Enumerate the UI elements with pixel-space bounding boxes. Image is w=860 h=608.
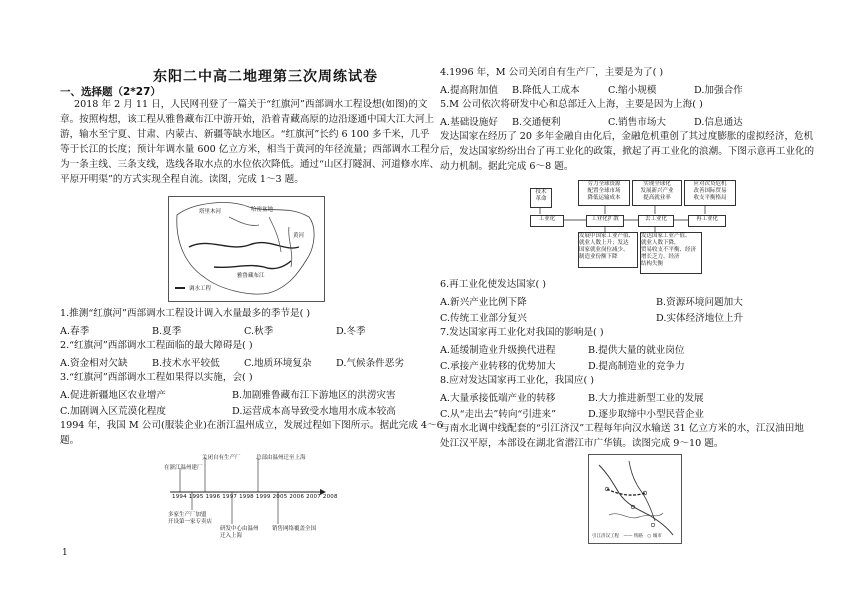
year-1997: 1997 xyxy=(222,494,238,500)
year-1998: 1998 xyxy=(239,494,254,500)
box-top-3: 应对次贷危机 改善国际贸易 收支平衡格局 xyxy=(684,180,736,206)
intro-reindustrial-3: 动力机制。据此完成 6～8 题。 xyxy=(440,161,574,172)
q1-option-c[interactable]: C.秋季 xyxy=(244,326,274,337)
timeline-top-1: 关闭自有生产厂 xyxy=(202,455,241,461)
year-1999: 1999 xyxy=(255,494,271,500)
q4-option-d[interactable]: D.加强合作 xyxy=(694,85,743,96)
intro-line-3: 游，输水至宁夏、甘肃、内蒙古、新疆等缺水地区。“红旗河”长约 6 100 多千米，几乎 xyxy=(60,129,430,140)
timeline-bottom-3: 销售网络覆盖全国 xyxy=(272,526,317,532)
year-1996: 1996 xyxy=(205,494,221,500)
question-4: 4.1996 年，M 公司关闭自有生产厂，主要是为了( ) xyxy=(440,67,664,78)
jianghan-map-legend: 引江济汉工程 —— 铁路 ○ 城市 xyxy=(592,534,662,539)
box-diffusion: 工业化扩散 xyxy=(586,215,624,227)
map-label-yarlung: 雅鲁藏布江 xyxy=(237,273,265,279)
intro-water-diversion-1: 与南水北调中线配套的“引江济汉”工程每年向汉水输送 31 亿立方米的水，江汉油田地 xyxy=(440,423,804,434)
q7-option-c[interactable]: C.承接产业转移的优势加大 xyxy=(440,361,556,372)
box-deindustrialization: 去工业化 xyxy=(638,215,674,227)
section-heading: 一、选择题（2*27） xyxy=(60,86,161,98)
q7-option-b[interactable]: B.提供大量的就业岗位 xyxy=(588,345,685,356)
q5-option-b[interactable]: B.交通便利 xyxy=(512,117,561,128)
q4-option-b[interactable]: B.降低人工成本 xyxy=(512,85,580,96)
q8-option-c[interactable]: C.从“走出去”转向“引进来” xyxy=(440,409,557,420)
timeline-bottom-1: 多家生产厂加盟 xyxy=(168,512,207,518)
q7-option-d[interactable]: D.提高制造业的竞争力 xyxy=(588,361,685,372)
q6-option-a[interactable]: A.新兴产业比例下降 xyxy=(440,297,527,308)
intro-line-2: 章。按照构想，该工程从雅鲁藏布江中游开始，沿着青藏高原的边沿逐通中国大江大河上 xyxy=(60,114,435,125)
year-1995: 1995 xyxy=(188,494,204,500)
q6-option-c[interactable]: C.传统工业部分复兴 xyxy=(440,313,527,324)
map-label-yellow-river: 黄河 xyxy=(293,233,305,239)
q6-option-d[interactable]: D.实体经济地位上升 xyxy=(656,313,744,324)
timeline-bottom-2b: 迁入上海 xyxy=(220,533,243,539)
q5-option-c[interactable]: C.销售市场大 xyxy=(608,117,667,128)
jianghan-map-drawing xyxy=(589,455,681,543)
intro-line-6: 平原开明渠”的方式实现全程自流。读图，完成 1～3 题。 xyxy=(60,174,304,185)
box-effect-developed: 发达国家工业产值、 就业人数下降， 贸易收支不平衡、经济 增长乏力、经济 结构失衡 xyxy=(640,232,702,274)
q7-option-a[interactable]: A.延缓制造业升级换代进程 xyxy=(440,345,556,356)
q3-option-c[interactable]: C.加剧调入区荒漠化程度 xyxy=(60,406,166,417)
intro-line-4: 等于长江的长度；预计年调水量 600 亿立方米，相当于黄河的年径流量；西部调水工程分 xyxy=(60,144,440,155)
map-legend: 调水工程 xyxy=(189,286,212,292)
q1-option-d[interactable]: D.冬季 xyxy=(336,326,366,337)
q5-option-a[interactable]: A.基础设施好 xyxy=(440,117,498,128)
intro-line-5: 为一条主线、三条支线，选线各取水点的水位依次降低。通过“山区打隧洞、河道修水库、 xyxy=(60,159,440,170)
reindustrialization-diagram xyxy=(530,180,750,274)
q3-option-b[interactable]: B.加剧雅鲁藏布江下游地区的洪涝灾害 xyxy=(232,390,396,401)
q1-option-b[interactable]: B.夏季 xyxy=(152,326,182,337)
q2-option-d[interactable]: D.气候条件恶劣 xyxy=(336,358,404,369)
question-3: 3.“红旗河”西部调水工程如果得以实施，会( ) xyxy=(60,372,253,383)
q4-option-c[interactable]: C.缩小规模 xyxy=(608,85,657,96)
intro-water-diversion-2: 处江汉平原，本部设在湖北省潜江市广华镇。读图完成 9～10 题。 xyxy=(440,438,724,449)
timeline-bottom-2: 研发中心由温州 xyxy=(220,526,259,532)
intro-reindustrial-1: 发达国家在经历了 20 多年金融自由化后，金融危机重创了其过度膨胀的虚拟经济，危机 xyxy=(440,131,814,142)
year-2008: 2008 xyxy=(322,494,338,500)
jianghan-map xyxy=(588,454,682,544)
box-industrialization: 工业化 xyxy=(530,215,564,227)
q6-option-b[interactable]: B.资源环境问题加大 xyxy=(656,297,743,308)
question-1: 1.推测“红旗河”西部调水工程设计调入水量最多的季节是( ) xyxy=(60,308,311,319)
box-tech-revolution: 技术 革命 xyxy=(530,188,552,208)
timeline-top-2: 总部由温州迁至上海 xyxy=(256,455,306,461)
q3-option-a[interactable]: A.促进新疆地区农业增产 xyxy=(60,390,166,401)
timeline-years xyxy=(172,494,338,500)
q2-option-b[interactable]: B.技术水平较低 xyxy=(152,358,220,369)
intro-line-1: 2018 年 2 月 11 日，人民网刊登了一篇关于“红旗河”西部调水工程设想(如图)的文 xyxy=(74,99,428,110)
water-transfer-map xyxy=(168,196,325,302)
q2-option-a[interactable]: A.资金相对欠缺 xyxy=(60,358,128,369)
q8-option-b[interactable]: B.大力推进新型工业的发展 xyxy=(588,393,704,404)
box-effect-developing: 发展中国家工业产值、 就业人数上升；发达 国家就业岗位减少、 制造业份额下降 xyxy=(578,232,638,268)
page-number: 1 xyxy=(62,548,68,558)
map-label-tarim: 塔里木河 xyxy=(199,209,222,215)
legend-swatch xyxy=(175,287,185,289)
question-5: 5.M 公司依次将研发中心和总部迁入上海，主要是因为上海( ) xyxy=(440,99,703,110)
year-2006: 2006 xyxy=(289,494,305,500)
map-label-hami: 哈密盆地 xyxy=(251,207,274,213)
company-timeline xyxy=(160,452,338,540)
question-2: 2.“红旗河”西部调水工程面临的最大障碍是( ) xyxy=(60,340,253,351)
q3-option-d[interactable]: D.运营成本高导致受水地用水成本较高 xyxy=(232,406,396,417)
question-8: 8.应对发达国家再工业化，我国应( ) xyxy=(440,375,595,386)
q4-option-a[interactable]: A.提高附加值 xyxy=(440,85,498,96)
box-top-1: 劳力全球资源 配置全球市场 降低运输成本 xyxy=(578,180,630,206)
year-2007: 2007 xyxy=(306,494,321,500)
intro-reindustrial-2: 后，发达国家纷纷出台了再工业化的政策，掀起了再工业化的浪潮。下图示意再工业化的 xyxy=(440,146,815,157)
intro-m-company-tail: 题。 xyxy=(60,435,80,446)
timeline-bottom-1b: 开设第一家专卖店 xyxy=(168,519,213,525)
timeline-top-3: 在浙江温州建厂 xyxy=(164,465,203,471)
q5-option-d[interactable]: D.信息通达 xyxy=(694,117,743,128)
year-2005: 2005 xyxy=(272,494,288,500)
intro-m-company: 1994 年，我国 M 公司(服装企业)在浙江温州成立，发展过程如下图所示。据此完成 4～6 xyxy=(60,420,443,431)
question-7: 7.发达国家再工业化对我国的影响是( ) xyxy=(440,327,604,338)
page-title: 东阳二中高二地理第三次周练试卷 xyxy=(153,69,378,85)
q8-option-a[interactable]: A.大量承接低端产业的转移 xyxy=(440,393,556,404)
q8-option-d[interactable]: D.逐步取缔中小型民营企业 xyxy=(588,409,704,420)
question-6: 6.再工业化使发达国家( ) xyxy=(440,279,547,290)
q1-option-a[interactable]: A.春季 xyxy=(60,326,90,337)
box-reindustrialization: 再工业化 xyxy=(688,215,726,227)
box-top-2: 实现全球化 发展新兴产业 提高就业率 xyxy=(632,180,682,206)
year-1994: 1994 xyxy=(172,494,187,500)
q2-option-c[interactable]: C.地质环境复杂 xyxy=(244,358,312,369)
